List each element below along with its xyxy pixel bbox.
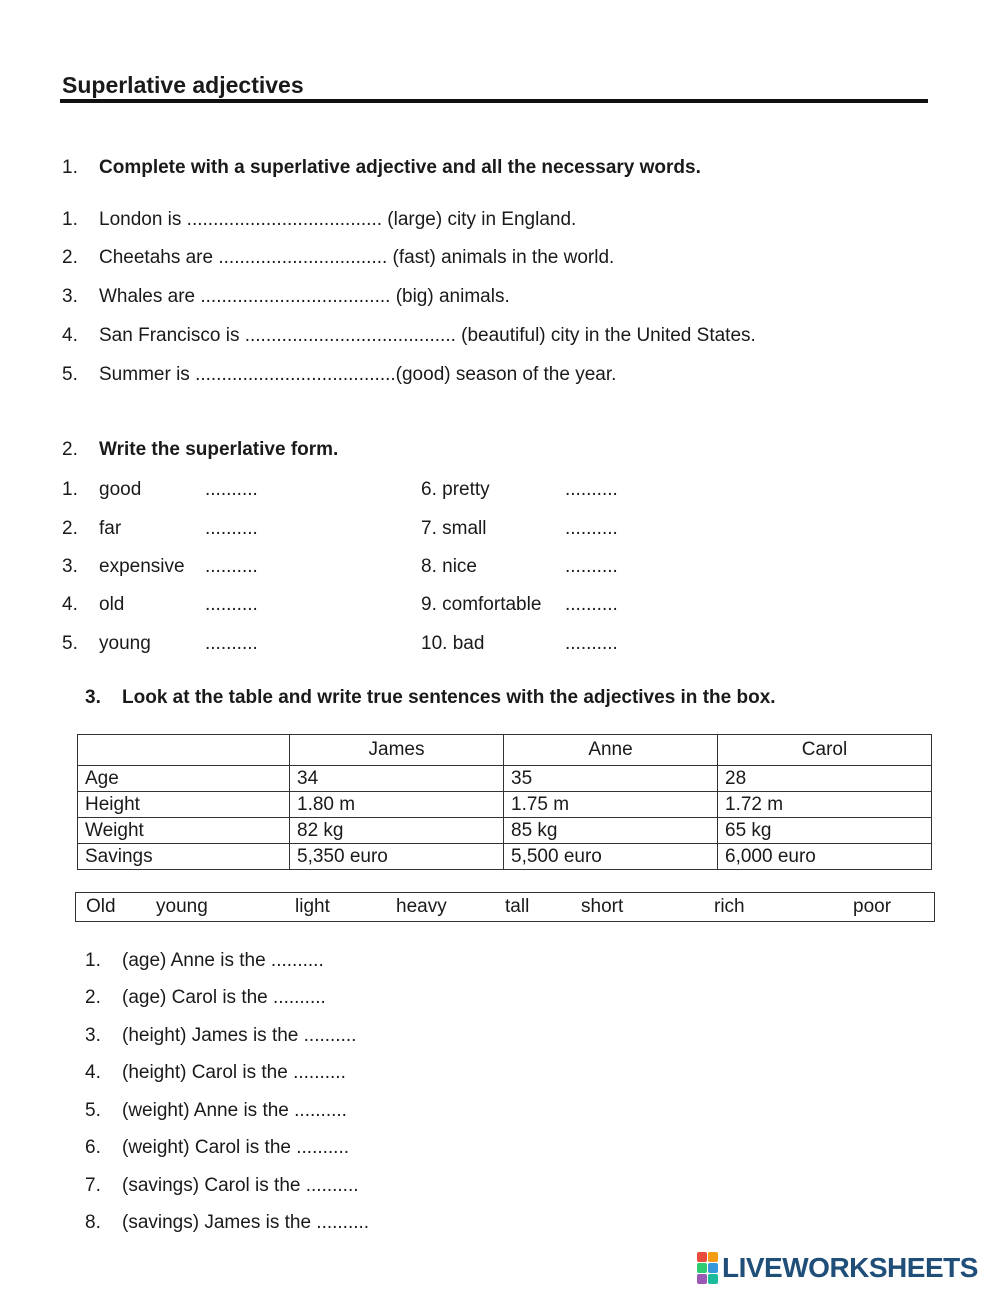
table-cell: 1.72 m xyxy=(718,792,932,818)
word-box-item: young xyxy=(156,896,208,917)
table-row xyxy=(78,766,932,792)
exercise-2-number: 2. xyxy=(62,439,78,460)
liveworksheets-logo[interactable] xyxy=(697,1252,978,1284)
table-header-cell: James xyxy=(290,735,504,766)
exercise-2-blank[interactable]: .......... xyxy=(205,594,258,615)
exercise-3-heading xyxy=(85,687,776,709)
table-cell: 6,000 euro xyxy=(718,844,932,870)
table-row-label: Height xyxy=(78,792,290,818)
word-box-item: short xyxy=(581,896,624,917)
table-header-cell: Anne xyxy=(504,735,718,766)
logo-block xyxy=(708,1252,718,1262)
exercise-2-word: 9. comfortable xyxy=(421,594,542,615)
exercise-2-blank[interactable]: .......... xyxy=(565,556,618,577)
page-title: Superlative adjectives xyxy=(62,72,304,98)
exercise-2-blank[interactable]: .......... xyxy=(205,633,258,654)
logo-text: LIVEWORKSHEETS xyxy=(722,1252,978,1283)
table-cell: 82 kg xyxy=(290,818,504,844)
logo-block xyxy=(697,1274,707,1284)
table-cell: 35 xyxy=(504,766,718,792)
exercise-2-blank[interactable]: .......... xyxy=(565,518,618,539)
title-underline xyxy=(60,99,928,103)
table-header-cell: Carol xyxy=(718,735,932,766)
logo-block xyxy=(697,1263,707,1273)
exercise-3-item[interactable]: 3. (height) James is the .......... xyxy=(85,1025,357,1046)
comparison-table xyxy=(77,734,932,870)
exercise-1-item[interactable]: 2. Cheetahs are ................................ (fast) animals in the world. xyxy=(62,247,615,268)
exercise-2-word: 4. old xyxy=(62,594,125,615)
word-box-item: poor xyxy=(853,896,892,917)
table-cell: 1.80 m xyxy=(290,792,504,818)
exercise-1-number: 1. xyxy=(62,157,78,178)
adjective-word-box xyxy=(75,892,935,922)
exercise-2-blank[interactable]: .......... xyxy=(205,479,258,500)
exercise-3-instruction: Look at the table and write true sentences with the adjectives in the box. xyxy=(122,687,776,708)
exercise-3-item[interactable]: 7. (savings) Carol is the .......... xyxy=(85,1175,359,1196)
word-box-item: heavy xyxy=(396,896,447,917)
exercise-1-item[interactable]: 5. Summer is ......................................(good) season of the year. xyxy=(62,364,617,385)
exercise-2-word: 5. young xyxy=(62,633,151,654)
exercise-1-item[interactable]: 1. London is ..................................... (large) city in England. xyxy=(62,209,577,230)
exercise-2-instruction: Write the superlative form. xyxy=(99,439,339,460)
table-header-row xyxy=(78,735,932,766)
table-cell: 1.75 m xyxy=(504,792,718,818)
exercise-2-blank[interactable]: .......... xyxy=(565,633,618,654)
exercise-2-word: 3. expensive xyxy=(62,556,185,577)
word-box-item: tall xyxy=(505,896,530,917)
exercise-1-item[interactable]: 4. San Francisco is ........................................ (beautiful) city in the United States. xyxy=(62,325,756,346)
table-cell: 5,350 euro xyxy=(290,844,504,870)
exercise-3-item[interactable]: 2. (age) Carol is the .......... xyxy=(85,987,326,1008)
exercise-3-item[interactable]: 4. (height) Carol is the .......... xyxy=(85,1062,346,1083)
table-row xyxy=(78,792,932,818)
word-box-item: Old xyxy=(86,896,116,917)
exercise-3-number: 3. xyxy=(85,687,101,708)
table-row-label: Weight xyxy=(78,818,290,844)
exercise-2-blank[interactable]: .......... xyxy=(565,594,618,615)
table-row-label: Savings xyxy=(78,844,290,870)
table-cell: 34 xyxy=(290,766,504,792)
exercise-2-word: 1. good xyxy=(62,479,142,500)
table-cell: 65 kg xyxy=(718,818,932,844)
exercise-1-heading xyxy=(62,157,701,179)
logo-block xyxy=(708,1274,718,1284)
exercise-1-item[interactable]: 3. Whales are .................................... (big) animals. xyxy=(62,286,510,307)
table-cell: 85 kg xyxy=(504,818,718,844)
exercise-2-word: 2. far xyxy=(62,518,122,539)
exercise-2-word: 7. small xyxy=(421,518,487,539)
table-row xyxy=(78,818,932,844)
table-row xyxy=(78,844,932,870)
table-cell: 5,500 euro xyxy=(504,844,718,870)
word-box-item: rich xyxy=(714,896,745,917)
exercise-1-instruction: Complete with a superlative adjective and all the necessary words. xyxy=(99,157,701,178)
exercise-3-item[interactable]: 1. (age) Anne is the .......... xyxy=(85,950,324,971)
table-row-label: Age xyxy=(78,766,290,792)
exercise-2-blank[interactable]: .......... xyxy=(565,479,618,500)
logo-blocks-icon xyxy=(697,1252,718,1284)
table-header-cell xyxy=(78,735,290,766)
exercise-2-word: 6. pretty xyxy=(421,479,490,500)
exercise-3-item[interactable]: 6. (weight) Carol is the .......... xyxy=(85,1137,350,1158)
exercise-2-blank[interactable]: .......... xyxy=(205,556,258,577)
logo-block xyxy=(708,1263,718,1273)
word-box-item: light xyxy=(295,896,330,917)
logo-block xyxy=(697,1252,707,1262)
exercise-2-heading xyxy=(62,439,338,461)
table-cell: 28 xyxy=(718,766,932,792)
exercise-3-item[interactable]: 5. (weight) Anne is the .......... xyxy=(85,1100,347,1121)
exercise-3-item[interactable]: 8. (savings) James is the .......... xyxy=(85,1212,370,1233)
exercise-2-blank[interactable]: .......... xyxy=(205,518,258,539)
exercise-2-word: 10. bad xyxy=(421,633,485,654)
exercise-2-word: 8. nice xyxy=(421,556,477,577)
